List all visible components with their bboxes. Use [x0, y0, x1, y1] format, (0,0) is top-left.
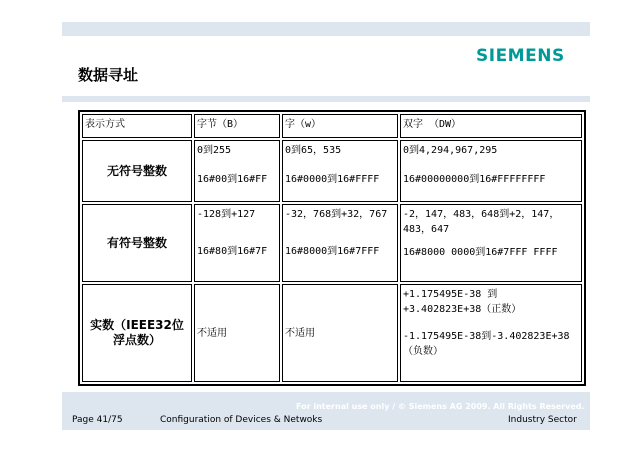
table-header-row	[82, 114, 582, 138]
document-title: Configuration of Devices & Netwoks	[160, 415, 323, 425]
cell-text: 16#8000到16#7FFF	[285, 246, 380, 257]
cell-real-byte	[194, 284, 280, 382]
cell-text: 16#00000000到16#FFFFFFFF	[403, 174, 546, 185]
cell-unsigned-dword	[400, 140, 582, 202]
header-byte: 字节（B）	[194, 114, 280, 138]
cell-text: 16#80到16#7F	[197, 246, 268, 257]
cell-text: 16#8000 0000到16#7FFF FFFF	[403, 247, 558, 258]
cell-real-word	[282, 284, 398, 382]
cell-signed-byte	[194, 204, 280, 282]
cell-text: 16#00到16#FF	[197, 174, 268, 185]
cell-text: 0到65，535	[285, 145, 342, 156]
cell-text: 0到255	[197, 145, 232, 156]
row-label-real: 实数（IEEE32位浮点数）	[82, 284, 192, 382]
header-representation: 表示方式	[82, 114, 192, 138]
cell-text: -32，768到+32，767	[285, 209, 388, 220]
row-label-signed: 有符号整数	[82, 204, 192, 282]
cell-text: 不适用	[285, 327, 315, 339]
cell-text: -1.175495E-38到-3.402823E+38（负数）	[403, 331, 570, 357]
cell-text: +1.175495E-38 到 +3.402823E+38（正数）	[403, 289, 522, 315]
cell-unsigned-byte	[194, 140, 280, 202]
table-row	[82, 204, 582, 282]
cell-text: -2，147，483，648到+2，147，483，647	[403, 209, 560, 235]
confidentiality-notice: For internal use only / © Siemens AG 2009. All Rights Reserved.	[296, 402, 585, 411]
cell-text: 不适用	[197, 327, 227, 339]
cell-text: 16#0000到16#FFFF	[285, 174, 380, 185]
header-dword: 双字 （DW）	[400, 114, 582, 138]
cell-real-dword	[400, 284, 582, 382]
row-label-unsigned: 无符号整数	[82, 140, 192, 202]
cell-unsigned-word	[282, 140, 398, 202]
page-number: Page 41/75	[72, 415, 123, 425]
addressing-table	[78, 110, 586, 386]
slide-header	[62, 36, 590, 96]
cell-text: 0到4,294,967,295	[403, 145, 498, 156]
cell-signed-word	[282, 204, 398, 282]
table-row	[82, 284, 582, 382]
header-word: 字（w）	[282, 114, 398, 138]
cell-text: -128到+127	[197, 209, 256, 220]
cell-signed-dword	[400, 204, 582, 282]
table-row	[82, 140, 582, 202]
slide-title: 数据寻址	[78, 66, 139, 84]
sector-label: Industry Sector	[508, 415, 577, 425]
siemens-logo: SIEMENS	[476, 46, 565, 66]
slide-footer	[62, 412, 590, 430]
